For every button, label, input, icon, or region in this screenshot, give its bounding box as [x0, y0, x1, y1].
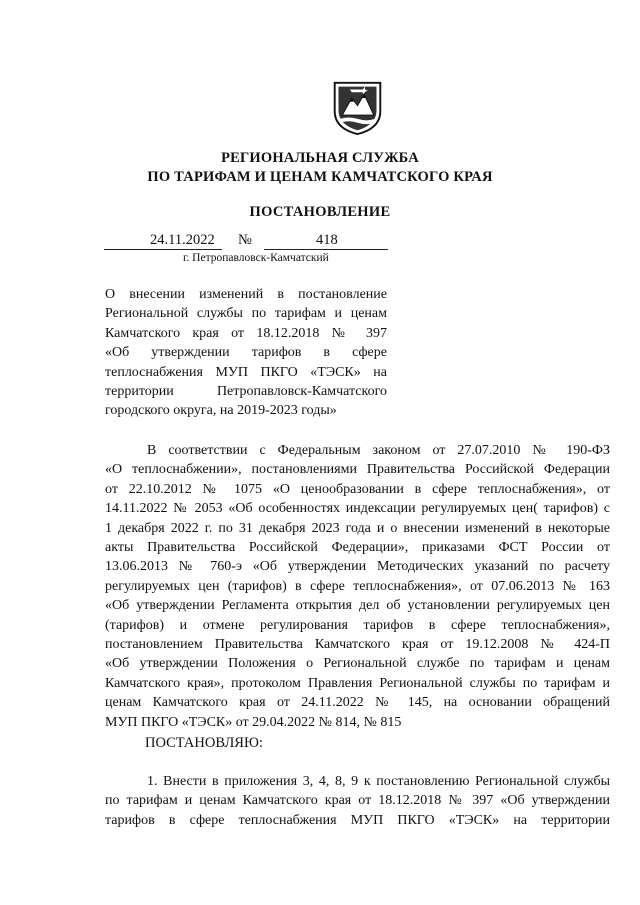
- registration-line: [104, 232, 388, 250]
- subject-line: Региональной службы по тарифам и ценам: [105, 306, 387, 322]
- basis-line: «Об утверждении Положения о Региональной службе по тарифам и ценам: [105, 656, 610, 672]
- basis-line: (тарифов) и отмене регулирования тарифов в сфере теплоснабжения»,: [105, 617, 610, 633]
- subject-line: теплоснабжения МУП ПКГО «ТЭСК» на: [105, 364, 387, 380]
- decree-heading: ПОСТАНОВЛЯЮ:: [145, 735, 263, 751]
- document-type-title: ПОСТАНОВЛЕНИЕ: [249, 204, 391, 220]
- organization-name-line-2: ПО ТАРИФАМ И ЦЕНАМ КАМЧАТСКОГО КРАЯ: [147, 169, 493, 185]
- basis-line: ценам Камчатского края от 24.11.2022 № 145, на основании обращений: [105, 695, 610, 711]
- document-date: 24.11.2022: [150, 232, 215, 248]
- basis-line: постановлением Правительства Камчатского края от 19.12.2008 № 424-П: [105, 637, 610, 653]
- subject-line: Камчатского края от 18.12.2018 № 397: [105, 325, 387, 341]
- kamchatka-emblem-icon: [329, 79, 386, 136]
- basis-line: 13.06.2013 № 760-э «Об утверждении Методических указаний по расчету: [105, 559, 610, 575]
- subject-line: «Об утверждении тарифов в сфере: [105, 345, 387, 361]
- basis-line: регулируемых цен (тарифов) в сфере теплоснабжения», от 07.06.2013 № 163: [105, 578, 610, 594]
- basis-line: «О теплоснабжении», постановлениями Правительства Российской Федерации: [105, 462, 610, 478]
- item-line: 1. Внести в приложения 3, 4, 8, 9 к постановлению Региональной службы: [147, 774, 610, 789]
- decree-item-1: [105, 772, 610, 830]
- basis-line: 14.11.2022 № 2053 «Об особенностях индексации регулируемых цен( тарифов) с: [105, 501, 610, 517]
- basis-line: от 22.10.2012 № 1075 «О ценообразовании в сфере теплоснабжения», от: [105, 481, 610, 497]
- subject-line: городского округа, на 2019-2023 годы»: [105, 403, 337, 419]
- date-underline: [104, 249, 222, 250]
- basis-line: Камчатского края», протоколом Правления Региональной службы по тарифам и: [105, 675, 610, 691]
- subject-line: О внесении изменений в постановление: [105, 287, 387, 302]
- organization-name-line-1: РЕГИОНАЛЬНАЯ СЛУЖБА: [221, 150, 419, 166]
- legal-basis-paragraph: [105, 441, 610, 732]
- number-underline: [264, 249, 388, 250]
- basis-line: «Об утверждении Регламента открытия дел об установлении регулируемых цен: [105, 598, 610, 614]
- basis-line: В соответствии с Федеральным законом от 27.07.2010 № 190-ФЗ: [147, 443, 610, 458]
- document-subject: [105, 285, 387, 421]
- document-number: 418: [316, 232, 338, 248]
- item-line: тарифов в сфере теплоснабжения МУП ПКГО «ТЭСК» на территории: [105, 812, 610, 828]
- number-sign: №: [238, 232, 252, 248]
- subject-line: территории Петропавловск-Камчатского: [105, 384, 387, 400]
- basis-line: 1 декабря 2022 г. по 31 декабря 2023 года и о внесении изменений в некоторые: [105, 520, 610, 536]
- basis-line: акты Правительства Российской Федерации», приказами ФСТ России от: [105, 540, 610, 556]
- item-line: по тарифам и ценам Камчатского края от 18.12.2018 № 397 «Об утверждении: [105, 793, 610, 809]
- basis-line: МУП ПКГО «ТЭСК» от 29.04.2022 № 814, № 815: [105, 714, 402, 730]
- document-city: г. Петропавловск-Камчатский: [183, 252, 329, 264]
